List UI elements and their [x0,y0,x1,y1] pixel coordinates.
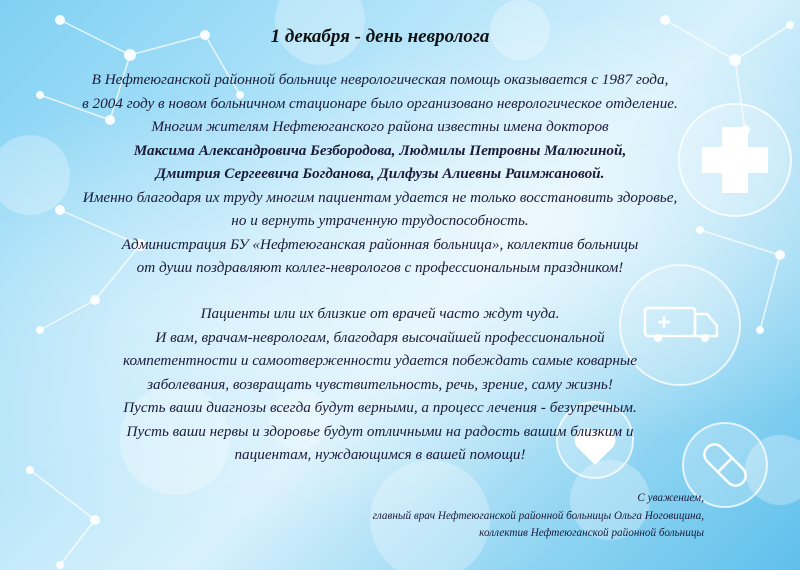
paragraph-line: пациентам, нуждающимся в вашей помощи! [234,446,526,463]
congratulation-paragraph-1 [20,68,740,280]
signature-line: С уважением, [637,492,704,504]
paragraph-line: В Нефтеюганской районной больнице неврологическая помощь оказывается с 1987 года, [91,71,669,88]
doctor-names-line: Максима Александровича Безбородова, Людмилы Петровны Малюгиной, [133,141,627,159]
paragraph-line: компетентности и самоотверженности удается побеждать самые коварные [123,352,637,369]
paragraph-line: И вам, врачам-неврологам, благодаря высочайшей профессиональной [155,328,605,346]
doctor-names-line: Дмитрия Сергеевича Богданова, Дилфузы Алиевны Раимжановой. [155,165,605,182]
paragraph-line: Администрация БУ «Нефтеюганская районная больница», коллектив больницы [121,235,639,253]
signature-line: главный врач Нефтеюганской районной больницы Ольга Ноговицина, [372,509,704,522]
congratulation-paragraph-2 [20,302,740,467]
paragraph-line: Именно благодаря их труду многим пациентам удается не только восстановить здоровье, [82,188,678,206]
paragraph-line: Пусть ваши нервы и здоровье будут отличными на радость вашим близким и [126,422,634,440]
paragraph-line: Многим жителям Нефтеюганского района известны имена докторов [151,118,609,135]
signature-line: коллектив Нефтеюганской районной больницы [479,527,704,539]
paragraph-line: но и вернуть утраченную трудоспособность. [231,212,529,229]
paragraph-line: заболевания, возвращать чувствительность, речь, зрение, саму жизнь! [147,375,613,393]
paragraph-line: Пациенты или их близкие от врачей часто ждут чуда. [200,305,560,322]
paragraph-line: в 2004 году в новом больничном стационаре было организовано неврологическое отделение. [82,94,678,112]
card-title: 1 декабря - день невролога [270,26,490,47]
paragraph-line: от души поздравляют коллег-неврологов с профессиональным праздником! [136,259,624,276]
paragraph-line: Пусть ваши диагнозы всегда будут верными, а процесс лечения - безупречным. [123,399,637,416]
signature [373,490,704,543]
